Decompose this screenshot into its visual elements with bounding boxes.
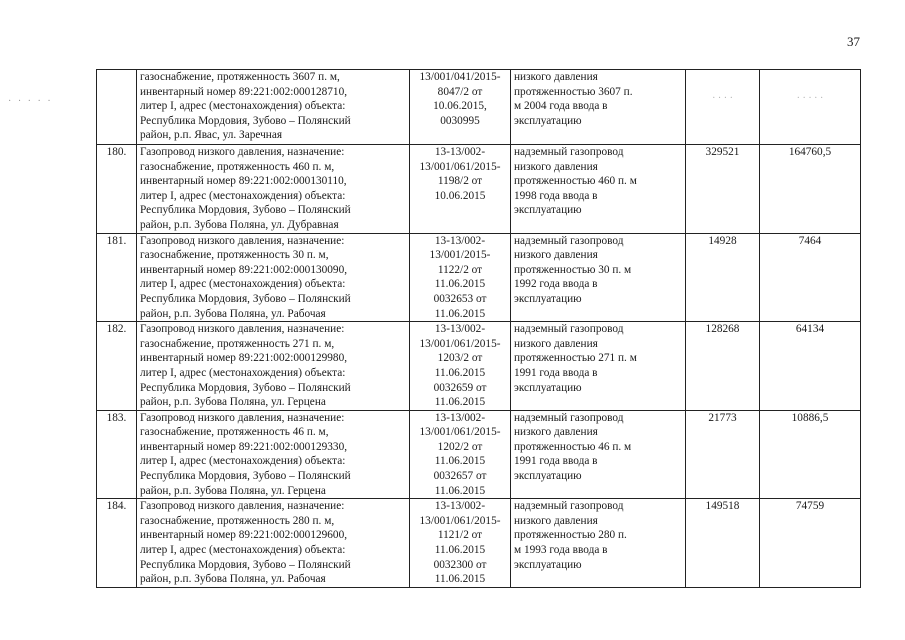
cell-object-description (137, 233, 410, 322)
text-line: Газопровод низкого давления, назначение: (140, 323, 345, 336)
text-line: 0032300 от (433, 558, 487, 571)
cell-registration (410, 499, 511, 588)
cell-object-description (137, 70, 410, 145)
cell-book-value (686, 410, 760, 499)
text-line: 13/001/2015- (429, 249, 491, 262)
text-line: эксплуатацию (514, 204, 582, 217)
text-line: инвентарный номер 89:221:002:000129980, (140, 352, 348, 365)
text-line: 1121/2 от (437, 529, 483, 542)
text-line: газоснабжение, протяженность 46 п. м, (140, 426, 329, 439)
text-line: 11.06.2015 (434, 278, 486, 291)
text-line: район, р.п. Зубова Поляна, ул. Герцена (140, 396, 326, 409)
cell-characteristics (511, 410, 686, 499)
cell-number (97, 322, 137, 411)
text-line: протяженностью 30 п. м (514, 263, 632, 276)
cell-characteristics (511, 70, 686, 145)
text-line: Республика Мордовия, Зубово – Полянский (140, 381, 351, 394)
text-line: литер I, адрес (местонахождения) объекта: (140, 366, 346, 379)
text-line: низкого давления (514, 514, 598, 527)
text-line: газоснабжение, протяженность 3607 п. м, (140, 71, 340, 83)
text-line: протяженностью 280 п. (514, 529, 627, 542)
cell-residual-value (760, 499, 861, 588)
text-line: литер I, адрес (местонахождения) объекта: (140, 455, 346, 468)
cell-residual-value (760, 322, 861, 411)
cell-residual-value (760, 233, 861, 322)
residual-value: 64134 (795, 323, 825, 336)
cell-registration (410, 233, 511, 322)
residual-value: 74759 (795, 500, 825, 513)
cell-registration (410, 322, 511, 411)
text-line: Республика Мордовия, Зубово – Полянский (140, 292, 351, 305)
text-line: протяженностью 460 п. м (514, 175, 637, 188)
cell-book-value (686, 145, 760, 234)
cell-characteristics (511, 322, 686, 411)
text-line: инвентарный номер 89:221:002:000128710, (140, 85, 348, 98)
text-line: 11.06.2015 (434, 484, 486, 497)
property-registry-table (96, 69, 861, 588)
text-line: надземный газопровод (514, 146, 624, 158)
text-line: Республика Мордовия, Зубово – Полянский (140, 114, 351, 127)
cell-number (97, 145, 137, 234)
row-number: 182. (106, 323, 127, 336)
cell-registration (410, 70, 511, 145)
text-line: низкого давления (514, 337, 598, 350)
text-line: газоснабжение, протяженность 30 п. м, (140, 249, 329, 262)
table-body (97, 70, 861, 588)
text-line: 13-13/002- (434, 146, 486, 158)
text-line: литер I, адрес (местонахождения) объекта: (140, 100, 346, 113)
text-line: 1991 года ввода в (514, 366, 598, 379)
cell-registration (410, 145, 511, 234)
cell-book-value (686, 322, 760, 411)
text-line: район, р.п. Зубова Поляна, ул. Дубравная (140, 218, 339, 231)
text-line: газоснабжение, протяженность 271 п. м, (140, 337, 335, 350)
page-number: 37 (847, 34, 860, 49)
text-line: м 2004 года ввода в (514, 100, 608, 113)
cell-object-description (137, 499, 410, 588)
text-line: 11.06.2015 (434, 307, 486, 320)
text-line: Республика Мордовия, Зубово – Полянский (140, 204, 351, 217)
cell-characteristics (511, 145, 686, 234)
text-line: литер I, адрес (местонахождения) объекта: (140, 189, 346, 202)
text-line: 10.06.2015, (433, 100, 487, 113)
text-line: инвентарный номер 89:221:002:000129600, (140, 529, 348, 542)
text-line: надземный газопровод (514, 411, 624, 424)
text-line: литер I, адрес (местонахождения) объекта: (140, 544, 346, 557)
faint-marks: · · · · · (796, 93, 824, 104)
text-line: надземный газопровод (514, 234, 624, 247)
row-number: 183. (106, 411, 127, 424)
text-line: 8047/2 от (437, 85, 483, 98)
book-value: 149518 (705, 500, 740, 513)
text-line: район, р.п. Зубова Поляна, ул. Рабочая (140, 307, 326, 320)
book-value: 128268 (705, 323, 740, 336)
text-line: Газопровод низкого давления, назначение: (140, 411, 345, 424)
cell-number (97, 410, 137, 499)
cell-book-value (686, 70, 760, 145)
row-number: 180. (106, 146, 127, 158)
faint-marks: · · · · (712, 93, 733, 104)
text-line: 10.06.2015 (434, 189, 486, 202)
cell-object-description (137, 322, 410, 411)
row-number: 181. (106, 234, 127, 247)
text-line: литер I, адрес (местонахождения) объекта: (140, 278, 346, 291)
text-line: 1992 года ввода в (514, 278, 598, 291)
cell-registration (410, 410, 511, 499)
text-line: низкого давления (514, 160, 598, 173)
text-line: 13/001/061/2015- (419, 337, 501, 350)
text-line: 11.06.2015 (434, 455, 486, 468)
text-line: протяженностью 46 п. м (514, 440, 632, 453)
table-row (97, 499, 861, 588)
cell-book-value (686, 499, 760, 588)
table-row-continuation (97, 70, 861, 145)
book-value: 14928 (708, 234, 737, 247)
text-line: Газопровод низкого давления, назначение: (140, 500, 345, 513)
text-line: 1203/2 от (437, 352, 483, 365)
cell-object-description (137, 145, 410, 234)
text-line: 1202/2 от (437, 440, 483, 453)
text-line: 13-13/002- (434, 234, 486, 247)
text-line: 13/001/061/2015- (419, 426, 501, 439)
table-row (97, 410, 861, 499)
text-line: 11.06.2015 (434, 396, 486, 409)
book-value: 21773 (708, 411, 737, 424)
text-line: инвентарный номер 89:221:002:000129330, (140, 440, 348, 453)
text-line: 1198/2 от (437, 175, 483, 188)
cell-book-value (686, 233, 760, 322)
cell-residual-value (760, 70, 861, 145)
text-line: эксплуатацию (514, 114, 582, 127)
text-line: 13/001/041/2015- (419, 71, 501, 83)
text-line: Газопровод низкого давления, назначение: (140, 146, 345, 158)
residual-value: 10886,5 (791, 411, 829, 424)
cell-characteristics (511, 233, 686, 322)
table-row (97, 145, 861, 234)
text-line: Газопровод низкого давления, назначение: (140, 234, 345, 247)
text-line: надземный газопровод (514, 323, 624, 336)
text-line: 1991 года ввода в (514, 455, 598, 468)
text-line: низкого давления (514, 426, 598, 439)
margin-mark: · · · · · (8, 96, 53, 107)
text-line: район, р.п. Явас, ул. Заречная (140, 129, 283, 142)
text-line: 13/001/061/2015- (419, 160, 501, 173)
text-line: инвентарный номер 89:221:002:000130110, (140, 175, 347, 188)
cell-object-description (137, 410, 410, 499)
text-line: район, р.п. Зубова Поляна, ул. Рабочая (140, 573, 326, 586)
text-line: 1122/2 от (437, 263, 483, 276)
text-line: 0030995 (440, 114, 480, 127)
text-line: эксплуатацию (514, 470, 582, 483)
text-line: м 1993 года ввода в (514, 544, 608, 557)
text-line: 13-13/002- (434, 323, 486, 336)
text-line: 11.06.2015 (434, 573, 486, 586)
book-value: 329521 (705, 146, 740, 158)
text-line: эксплуатацию (514, 292, 582, 305)
row-number: 184. (106, 500, 127, 513)
cell-number (97, 499, 137, 588)
text-line: 13/001/061/2015- (419, 514, 501, 527)
text-line: Республика Мордовия, Зубово – Полянский (140, 470, 351, 483)
text-line: низкого давления (514, 249, 598, 262)
text-line: инвентарный номер 89:221:002:000130090, (140, 263, 348, 276)
text-line: протяженностью 271 п. м (514, 352, 637, 365)
text-line: 13-13/002- (434, 411, 486, 424)
cell-residual-value (760, 145, 861, 234)
text-line: 0032659 от (433, 381, 487, 394)
cell-number (97, 70, 137, 145)
text-line: эксплуатацию (514, 381, 582, 394)
text-line: газоснабжение, протяженность 460 п. м, (140, 160, 335, 173)
residual-value: 7464 (798, 234, 822, 247)
text-line: 11.06.2015 (434, 544, 486, 557)
text-line: протяженностью 3607 п. (514, 85, 633, 98)
text-line: 0032653 от (433, 292, 487, 305)
cell-characteristics (511, 499, 686, 588)
text-line: 1998 года ввода в (514, 189, 598, 202)
text-line: 11.06.2015 (434, 366, 486, 379)
text-line: надземный газопровод (514, 500, 624, 513)
text-line: газоснабжение, протяженность 280 п. м, (140, 514, 335, 527)
text-line: 13-13/002- (434, 500, 486, 513)
table-row (97, 233, 861, 322)
cell-number (97, 233, 137, 322)
residual-value: 164760,5 (788, 146, 832, 158)
text-line: район, р.п. Зубова Поляна, ул. Герцена (140, 484, 326, 497)
text-line: низкого давления (514, 71, 598, 83)
text-line: 0032657 от (433, 470, 487, 483)
table-row (97, 322, 861, 411)
cell-residual-value (760, 410, 861, 499)
text-line: Республика Мордовия, Зубово – Полянский (140, 558, 351, 571)
text-line: эксплуатацию (514, 558, 582, 571)
